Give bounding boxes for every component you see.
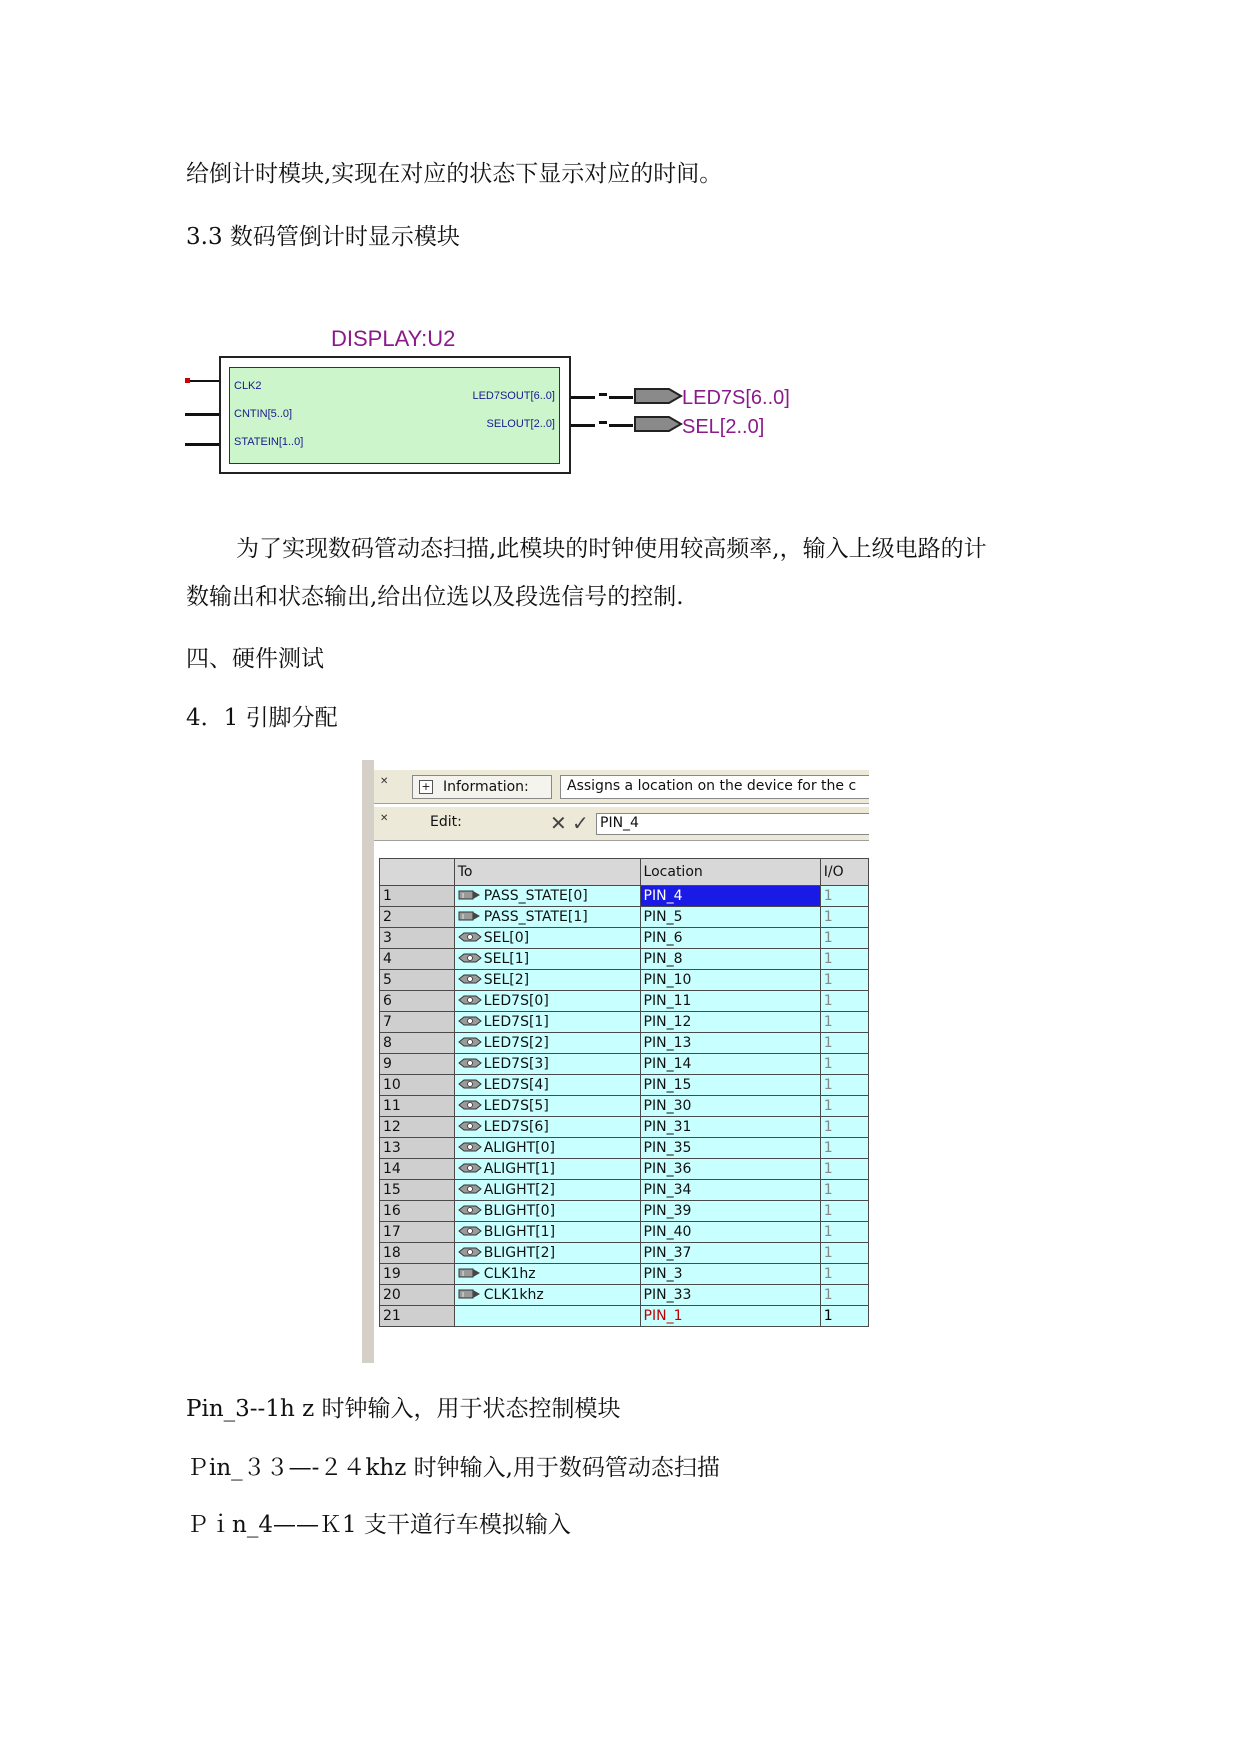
row-number[interactable]: 2 bbox=[380, 907, 455, 928]
row-number[interactable]: 14 bbox=[380, 1159, 455, 1180]
io-bank-cell[interactable]: 1 bbox=[820, 1285, 868, 1306]
node-name: ALIGHT[2] bbox=[483, 1182, 555, 1198]
location-cell[interactable]: PIN_8 bbox=[640, 949, 820, 970]
input-pin-icon bbox=[458, 1267, 482, 1279]
row-number[interactable]: 18 bbox=[380, 1243, 455, 1264]
node-name: CLK1hz bbox=[483, 1266, 536, 1282]
location-cell[interactable]: PIN_13 bbox=[640, 1033, 820, 1054]
node-name: PASS_STATE[1] bbox=[483, 909, 588, 925]
input-pin-icon bbox=[458, 889, 482, 901]
input-wire-end bbox=[185, 378, 190, 383]
svg-text:I: I bbox=[461, 892, 464, 900]
edit-label: Edit: bbox=[430, 814, 462, 830]
information-label: Information: bbox=[443, 779, 529, 795]
io-bank-cell[interactable]: 1 bbox=[820, 1243, 868, 1264]
node-name: LED7S[4] bbox=[483, 1077, 549, 1093]
table-row[interactable] bbox=[380, 1222, 869, 1243]
location-cell[interactable]: PIN_34 bbox=[640, 1180, 820, 1201]
io-bank-cell[interactable]: 1 bbox=[820, 1159, 868, 1180]
io-bank-cell[interactable]: 1 bbox=[820, 1096, 868, 1117]
table-row[interactable] bbox=[380, 1054, 869, 1075]
table-row[interactable] bbox=[380, 1180, 869, 1201]
node-name-cell[interactable] bbox=[454, 970, 640, 991]
close-icon[interactable]: ✕ bbox=[380, 813, 389, 824]
node-name: SEL[1] bbox=[483, 951, 530, 967]
node-name: SEL[0] bbox=[483, 930, 530, 946]
svg-text:I: I bbox=[461, 1291, 464, 1299]
accept-edit-icon[interactable]: ✓ bbox=[572, 811, 589, 835]
row-number[interactable]: 5 bbox=[380, 970, 455, 991]
output-pin-icon bbox=[458, 1078, 482, 1090]
column-header-to[interactable]: To bbox=[454, 859, 640, 886]
svg-text:I: I bbox=[461, 1270, 464, 1278]
node-name-cell[interactable] bbox=[454, 1285, 640, 1306]
paragraph-2-line-2: 数输出和状态输出,给出位选以及段选信号的控制. bbox=[186, 584, 684, 610]
node-name-cell[interactable] bbox=[454, 949, 640, 970]
output-pin-icon bbox=[458, 973, 482, 985]
node-name-cell[interactable] bbox=[454, 907, 640, 928]
table-row[interactable] bbox=[380, 1201, 869, 1222]
location-cell[interactable]: PIN_1 bbox=[640, 1306, 820, 1327]
row-number[interactable]: 9 bbox=[380, 1054, 455, 1075]
output-pin-icon bbox=[458, 994, 482, 1006]
input-pin-icon bbox=[458, 1288, 482, 1300]
paragraph-1: 给倒计时模块,实现在对应的状态下显示对应的时间。 bbox=[186, 161, 723, 187]
edit-input[interactable]: PIN_4 bbox=[596, 813, 869, 835]
row-number[interactable]: 10 bbox=[380, 1075, 455, 1096]
output-pin-icon bbox=[458, 1162, 482, 1174]
output-label-led7s: LED7S[6..0] bbox=[682, 387, 790, 409]
table-row[interactable] bbox=[380, 1117, 869, 1138]
information-bar bbox=[374, 770, 869, 804]
table-row[interactable] bbox=[380, 1306, 869, 1327]
node-name: LED7S[1] bbox=[483, 1014, 549, 1030]
row-number[interactable]: 13 bbox=[380, 1138, 455, 1159]
pin-assignment-screenshot bbox=[362, 760, 869, 1363]
node-name-cell[interactable] bbox=[454, 1243, 640, 1264]
display-block-schematic bbox=[185, 320, 825, 480]
location-cell[interactable]: PIN_36 bbox=[640, 1159, 820, 1180]
input-wire-state bbox=[185, 443, 219, 446]
io-bank-cell[interactable]: 1 bbox=[820, 886, 868, 907]
location-cell[interactable]: PIN_5 bbox=[640, 907, 820, 928]
location-cell[interactable]: PIN_33 bbox=[640, 1285, 820, 1306]
table-row[interactable] bbox=[380, 907, 869, 928]
io-bank-cell[interactable]: 1 bbox=[820, 1138, 868, 1159]
left-frame-bar bbox=[362, 760, 374, 1363]
location-cell[interactable]: PIN_35 bbox=[640, 1138, 820, 1159]
note-pin-4: Ｐｉn_4——Ｋ1 支干道行车模拟输入 bbox=[186, 1512, 571, 1538]
svg-text:I: I bbox=[461, 913, 464, 921]
node-name: LED7S[6] bbox=[483, 1119, 549, 1135]
output-pin-icon bbox=[458, 1036, 482, 1048]
location-cell[interactable]: PIN_11 bbox=[640, 991, 820, 1012]
close-icon[interactable]: ✕ bbox=[380, 776, 389, 787]
input-wire-clk bbox=[185, 380, 219, 382]
node-name-cell[interactable] bbox=[454, 1096, 640, 1117]
edit-bar bbox=[374, 807, 869, 841]
note-pin-33: Ｐin_３３—-２４khz 时钟输入,用于数码管动态扫描 bbox=[186, 1455, 720, 1481]
row-number[interactable]: 6 bbox=[380, 991, 455, 1012]
pin-cntin: CNTIN[5..0] bbox=[234, 408, 293, 420]
column-header-index[interactable] bbox=[380, 859, 455, 886]
row-number[interactable]: 7 bbox=[380, 1012, 455, 1033]
table-row[interactable] bbox=[380, 1012, 869, 1033]
pin-statein: STATEIN[1..0] bbox=[234, 436, 304, 448]
io-bank-cell[interactable]: 1 bbox=[820, 928, 868, 949]
row-number[interactable]: 15 bbox=[380, 1180, 455, 1201]
row-number[interactable]: 19 bbox=[380, 1264, 455, 1285]
row-number[interactable]: 21 bbox=[380, 1306, 455, 1327]
output-pin-icon bbox=[458, 931, 482, 943]
output-pin-icon bbox=[458, 1246, 482, 1258]
row-number[interactable]: 8 bbox=[380, 1033, 455, 1054]
table-row[interactable] bbox=[380, 928, 869, 949]
node-name-cell[interactable] bbox=[454, 1075, 640, 1096]
row-number[interactable]: 17 bbox=[380, 1222, 455, 1243]
table-row[interactable] bbox=[380, 1033, 869, 1054]
expand-icon: + bbox=[419, 780, 433, 794]
node-name-cell[interactable] bbox=[454, 1138, 640, 1159]
node-name-cell[interactable] bbox=[454, 928, 640, 949]
node-name-cell[interactable] bbox=[454, 1159, 640, 1180]
node-name-cell[interactable] bbox=[454, 1264, 640, 1285]
node-name: BLIGHT[1] bbox=[483, 1224, 556, 1240]
row-number[interactable]: 16 bbox=[380, 1201, 455, 1222]
table-row[interactable] bbox=[380, 1096, 869, 1117]
node-name-cell[interactable] bbox=[454, 1054, 640, 1075]
table-row[interactable] bbox=[380, 886, 869, 907]
node-name-cell[interactable] bbox=[454, 1117, 640, 1138]
node-name: BLIGHT[2] bbox=[483, 1245, 556, 1261]
output-label-sel: SEL[2..0] bbox=[682, 416, 765, 438]
node-name-cell[interactable] bbox=[454, 991, 640, 1012]
section-heading-3-3: 3.3 数码管倒计时显示模块 bbox=[186, 224, 460, 250]
table-row[interactable] bbox=[380, 1075, 869, 1096]
table-row[interactable] bbox=[380, 949, 869, 970]
note-pin-3: Pin_3--1h z 时钟输入，用于状态控制模块 bbox=[186, 1396, 621, 1422]
output-pin-icon bbox=[458, 1225, 482, 1237]
table-row[interactable] bbox=[380, 1285, 869, 1306]
io-bank-cell[interactable]: 1 bbox=[820, 970, 868, 991]
location-cell[interactable]: PIN_30 bbox=[640, 1096, 820, 1117]
io-bank-cell[interactable]: 1 bbox=[820, 1117, 868, 1138]
block-title: DISPLAY:U2 bbox=[331, 326, 456, 351]
table-row[interactable] bbox=[380, 1264, 869, 1285]
io-bank-cell[interactable]: 1 bbox=[820, 1054, 868, 1075]
row-number[interactable]: 3 bbox=[380, 928, 455, 949]
node-name: LED7S[0] bbox=[483, 993, 549, 1009]
output-pin-icon bbox=[458, 1183, 482, 1195]
table-row[interactable] bbox=[380, 1159, 869, 1180]
row-number[interactable]: 11 bbox=[380, 1096, 455, 1117]
node-name-cell[interactable] bbox=[454, 1033, 640, 1054]
io-bank-cell[interactable]: 1 bbox=[820, 1222, 868, 1243]
table-row[interactable] bbox=[380, 991, 869, 1012]
node-name-cell[interactable] bbox=[454, 1201, 640, 1222]
pin-led7sout: LED7SOUT[6..0] bbox=[472, 390, 555, 402]
input-pin-icon bbox=[458, 910, 482, 922]
location-cell[interactable]: PIN_12 bbox=[640, 1012, 820, 1033]
location-cell[interactable]: PIN_14 bbox=[640, 1054, 820, 1075]
node-name: CLK1khz bbox=[483, 1287, 544, 1303]
output-pin-icon bbox=[458, 1015, 482, 1027]
pin-clk2: CLK2 bbox=[234, 380, 262, 392]
io-bank-cell[interactable]: 1 bbox=[820, 949, 868, 970]
node-name: PASS_STATE[0] bbox=[483, 888, 588, 904]
block-outline bbox=[219, 356, 571, 474]
node-name: LED7S[3] bbox=[483, 1056, 549, 1072]
io-bank-cell[interactable]: 1 bbox=[820, 1306, 868, 1327]
io-bank-cell[interactable]: 1 bbox=[820, 1201, 868, 1222]
output-pin-icon bbox=[458, 1141, 482, 1153]
column-header-location[interactable]: Location bbox=[640, 859, 820, 886]
io-bank-cell[interactable]: 1 bbox=[820, 991, 868, 1012]
row-number[interactable]: 4 bbox=[380, 949, 455, 970]
pin-assignment-table bbox=[379, 858, 869, 1327]
node-name: SEL[2] bbox=[483, 972, 530, 988]
row-number[interactable]: 1 bbox=[380, 886, 455, 907]
node-name-cell[interactable] bbox=[454, 1180, 640, 1201]
io-bank-cell[interactable]: 1 bbox=[820, 1180, 868, 1201]
cancel-edit-icon[interactable]: ✕ bbox=[550, 811, 567, 835]
table-row[interactable] bbox=[380, 970, 869, 991]
location-cell[interactable]: PIN_15 bbox=[640, 1075, 820, 1096]
node-name-cell[interactable] bbox=[454, 1222, 640, 1243]
section-heading-4-1: 4．1 引脚分配 bbox=[186, 705, 338, 731]
information-text: Assigns a location on the device for the c bbox=[560, 775, 869, 799]
output-pin-icon bbox=[458, 1204, 482, 1216]
location-cell[interactable]: PIN_39 bbox=[640, 1201, 820, 1222]
table-row[interactable] bbox=[380, 1138, 869, 1159]
table-header-row bbox=[380, 859, 869, 886]
input-wire-cnt bbox=[185, 413, 219, 416]
node-name: BLIGHT[0] bbox=[483, 1203, 556, 1219]
io-bank-cell[interactable]: 1 bbox=[820, 1264, 868, 1285]
node-name: ALIGHT[1] bbox=[483, 1161, 555, 1177]
output-pin-icon bbox=[458, 1057, 482, 1069]
information-button[interactable] bbox=[412, 775, 552, 799]
node-name: LED7S[5] bbox=[483, 1098, 549, 1114]
io-bank-cell[interactable]: 1 bbox=[820, 1012, 868, 1033]
node-name-cell[interactable] bbox=[454, 886, 640, 907]
location-cell[interactable]: PIN_37 bbox=[640, 1243, 820, 1264]
paragraph-2-line-1: 为了实现数码管动态扫描,此模块的时钟使用较高频率,，输入上级电路的计 bbox=[236, 536, 987, 562]
location-cell[interactable]: PIN_4 bbox=[640, 886, 820, 907]
location-cell[interactable]: PIN_3 bbox=[640, 1264, 820, 1285]
output-pin-icon bbox=[458, 1099, 482, 1111]
node-name-cell[interactable] bbox=[454, 1012, 640, 1033]
output-pin-icon bbox=[458, 952, 482, 964]
pin-selout: SELOUT[2..0] bbox=[486, 418, 555, 430]
section-heading-4: 四、硬件测试 bbox=[186, 646, 324, 672]
location-cell[interactable]: PIN_6 bbox=[640, 928, 820, 949]
node-name: LED7S[2] bbox=[483, 1035, 549, 1051]
column-header-io[interactable]: I/O bbox=[820, 859, 868, 886]
row-number[interactable]: 20 bbox=[380, 1285, 455, 1306]
row-number[interactable]: 12 bbox=[380, 1117, 455, 1138]
io-bank-cell[interactable]: 1 bbox=[820, 1033, 868, 1054]
node-name: ALIGHT[0] bbox=[483, 1140, 555, 1156]
location-cell[interactable]: PIN_10 bbox=[640, 970, 820, 991]
location-cell[interactable]: PIN_31 bbox=[640, 1117, 820, 1138]
table-row[interactable] bbox=[380, 1243, 869, 1264]
io-bank-cell[interactable]: 1 bbox=[820, 907, 868, 928]
io-bank-cell[interactable]: 1 bbox=[820, 1075, 868, 1096]
output-pin-icon bbox=[458, 1120, 482, 1132]
location-cell[interactable]: PIN_40 bbox=[640, 1222, 820, 1243]
node-name-cell[interactable] bbox=[454, 1306, 640, 1327]
block-body bbox=[229, 367, 560, 464]
